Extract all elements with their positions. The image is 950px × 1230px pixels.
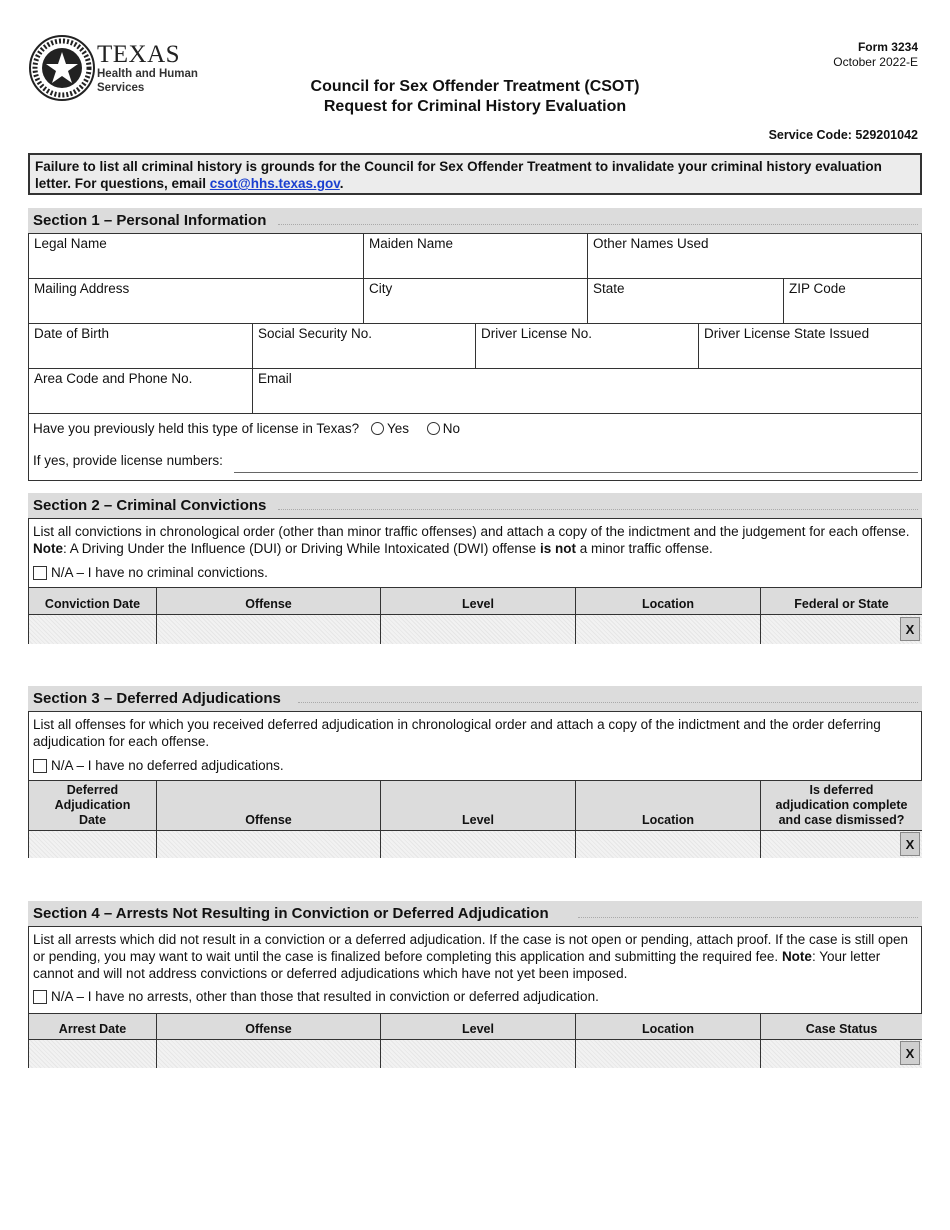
col-level: Level <box>381 1013 576 1040</box>
section-2-instructions: List all convictions in chronological order (other than minor traffic offenses) and attach a copy of the indictment and the judgement for each offense. Note: A Driving Under the Influence (DUI) or Driving While Intoxicated (DWI) offense is not a minor traffic offense. <box>33 524 910 556</box>
license-numbers-label: If yes, provide license numbers: <box>33 453 223 468</box>
section-3-header: Section 3 – Deferred Adjudications <box>28 686 922 711</box>
contact-email-link[interactable]: csot@hhs.texas.gov <box>209 176 340 191</box>
offense-input[interactable] <box>157 831 381 858</box>
level-input[interactable] <box>381 615 576 644</box>
phone-field[interactable]: Area Code and Phone No. <box>29 369 253 414</box>
arrests-box <box>28 926 922 1068</box>
case-status-input[interactable] <box>761 1040 922 1068</box>
page-subtitle: Request for Criminal History Evaluation <box>323 98 627 115</box>
checkbox-icon[interactable] <box>33 990 47 1004</box>
arrest-date-input[interactable] <box>29 1040 157 1068</box>
ssn-field[interactable]: Social Security No. <box>253 324 476 369</box>
other-names-field[interactable]: Other Names Used <box>588 234 922 279</box>
radio-icon <box>371 422 384 435</box>
warning-box: Failure to list all criminal history is grounds for the Council for Sex Offender Treatment to invalidate your criminal history evaluation letter. For questions, email csot@hhs.texas.gov. <box>28 153 922 195</box>
federal-state-input[interactable] <box>761 615 922 644</box>
col-offense: Offense <box>157 1013 381 1040</box>
yes-radio[interactable]: Yes <box>371 421 409 436</box>
state-field[interactable]: State <box>588 279 784 324</box>
col-case-status: Case Status <box>761 1013 922 1040</box>
col-federal-or-state: Federal or State <box>761 587 922 615</box>
license-numbers-input[interactable] <box>234 472 918 473</box>
location-input[interactable] <box>576 615 761 644</box>
dl-state-field[interactable]: Driver License State Issued <box>699 324 922 369</box>
zip-field[interactable]: ZIP Code <box>784 279 922 324</box>
section-1-header: Section 1 – Personal Information <box>28 208 922 233</box>
col-deferred-date: Deferred Adjudication Date <box>29 780 157 831</box>
deferred-date-input[interactable] <box>29 831 157 858</box>
delete-row-button[interactable]: X <box>900 1041 920 1065</box>
col-level: Level <box>381 780 576 831</box>
dl-number-field[interactable]: Driver License No. <box>476 324 699 369</box>
col-offense: Offense <box>157 780 381 831</box>
section-2-header: Section 2 – Criminal Convictions <box>28 493 922 518</box>
conviction-date-input[interactable] <box>29 615 157 644</box>
no-deferred-checkbox[interactable]: N/A – I have no deferred adjudications. <box>33 758 284 773</box>
no-radio[interactable]: No <box>427 421 460 436</box>
col-conviction-date: Conviction Date <box>29 587 157 615</box>
level-input[interactable] <box>381 1040 576 1068</box>
city-field[interactable]: City <box>364 279 588 324</box>
form-date: October 2022-E <box>833 55 918 69</box>
col-location: Location <box>576 1013 761 1040</box>
service-code: Service Code: 529201042 <box>768 128 918 142</box>
section-4-header: Section 4 – Arrests Not Resulting in Conviction or Deferred Adjudication <box>28 901 922 926</box>
brand-subtitle: Health and Human <box>97 68 198 80</box>
maiden-name-field[interactable]: Maiden Name <box>364 234 588 279</box>
col-location: Location <box>576 780 761 831</box>
radio-icon <box>427 422 440 435</box>
convictions-box <box>28 518 922 644</box>
level-input[interactable] <box>381 831 576 858</box>
deferred-box <box>28 711 922 858</box>
dob-field[interactable]: Date of Birth <box>29 324 253 369</box>
page-title: Council for Sex Offender Treatment (CSOT) <box>310 78 640 95</box>
no-convictions-checkbox[interactable]: N/A – I have no criminal convictions. <box>33 565 268 580</box>
location-input[interactable] <box>576 831 761 858</box>
checkbox-icon[interactable] <box>33 759 47 773</box>
location-input[interactable] <box>576 1040 761 1068</box>
offense-input[interactable] <box>157 1040 381 1068</box>
section-4-instructions: List all arrests which did not result in a conviction or a deferred adjudication. If the case is not open or pending, attach proof. If the case is still open or pending, you may want to wait until the case is finalized before completing this application and submitting the required fee. Note: Your letter cannot and will not address convictions or deferred adjudications which have not yet been imposed. <box>33 932 908 981</box>
personal-info-box <box>28 233 922 481</box>
brand-name: TEXAS <box>97 41 181 68</box>
deferred-complete-input[interactable] <box>761 831 922 858</box>
col-arrest-date: Arrest Date <box>29 1013 157 1040</box>
previous-license-question: Have you previously held this type of license in Texas? Yes No <box>33 421 461 436</box>
col-offense: Offense <box>157 587 381 615</box>
warning-text: Failure to list all criminal history is grounds for the Council for Sex Offender Treatment to invalidate your criminal history evaluation letter. For questions, email <box>35 159 882 191</box>
no-arrests-checkbox[interactable]: N/A – I have no arrests, other than those that resulted in conviction or deferred adjudication. <box>33 989 599 1004</box>
delete-row-button[interactable]: X <box>900 617 920 641</box>
delete-row-button[interactable]: X <box>900 832 920 856</box>
legal-name-field[interactable]: Legal Name <box>29 234 364 279</box>
form-number: Form 3234 <box>857 40 918 54</box>
offense-input[interactable] <box>157 615 381 644</box>
section-3-instructions: List all offenses for which you received deferred adjudication in chronological order and attach a copy of the indictment and the order deferring adjudication for each offense. <box>33 717 881 749</box>
col-level: Level <box>381 587 576 615</box>
checkbox-icon[interactable] <box>33 566 47 580</box>
col-location: Location <box>576 587 761 615</box>
email-field[interactable]: Email <box>253 369 922 414</box>
mailing-address-field[interactable]: Mailing Address <box>29 279 364 324</box>
col-deferred-complete: Is deferred adjudication complete and case dismissed? <box>761 780 922 831</box>
brand-subtitle: Services <box>97 82 145 94</box>
